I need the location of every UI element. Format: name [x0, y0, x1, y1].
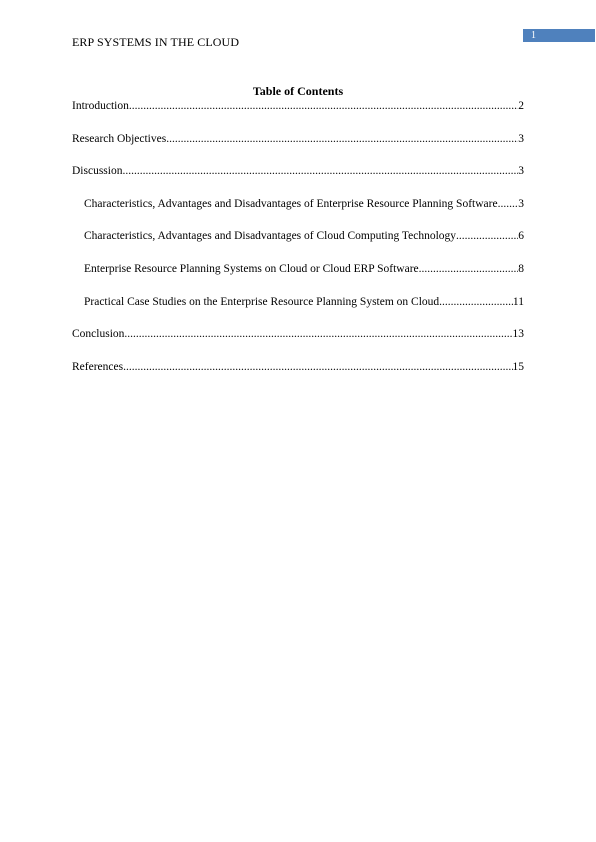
- toc-entry-page: 3: [518, 197, 524, 210]
- toc-entry-case-studies[interactable]: [72, 295, 524, 309]
- table-of-contents: [72, 99, 524, 392]
- toc-dot-leader: [124, 327, 512, 341]
- toc-dot-leader: [123, 360, 512, 374]
- toc-dot-leader: [419, 262, 519, 276]
- toc-dot-leader: [456, 229, 518, 243]
- page-number-badge: [523, 29, 595, 42]
- toc-entry-text: References: [72, 360, 124, 373]
- toc-dot-leader: [166, 132, 518, 146]
- toc-entry-research-objectives[interactable]: [72, 132, 524, 146]
- toc-entry-page: 3: [518, 132, 524, 145]
- toc-entry-page: 3: [518, 165, 524, 178]
- toc-entry-page: 11: [512, 295, 524, 308]
- toc-entry-text: Enterprise Resource Planning Systems on Cloud or Cloud ERP Software: [84, 262, 419, 275]
- page-number: 1: [531, 30, 536, 41]
- toc-title: Table of Contents: [252, 84, 344, 98]
- toc-entry-cloud-erp[interactable]: [72, 262, 524, 276]
- toc-entry-cloud-characteristics[interactable]: [72, 229, 524, 243]
- toc-entry-page: 13: [512, 328, 524, 341]
- toc-entry-text: Research Objectives: [72, 132, 167, 145]
- toc-entry-text: Characteristics, Advantages and Disadvantages of Enterprise Resource Planning Software: [84, 197, 498, 210]
- toc-entry-page: 15: [512, 360, 524, 373]
- toc-entry-text: Introduction: [72, 100, 129, 112]
- toc-dot-leader: [498, 197, 519, 211]
- running-head: ERP SYSTEMS IN THE CLOUD: [72, 35, 240, 49]
- toc-entry-introduction[interactable]: [72, 99, 524, 113]
- toc-dot-leader: [122, 164, 518, 178]
- toc-entry-text: Discussion: [72, 165, 123, 178]
- toc-entry-text: Characteristics, Advantages and Disadvantages of Cloud Computing Technology: [84, 230, 457, 243]
- toc-entry-text: Practical Case Studies on the Enterprise Resource Planning System on Cloud: [84, 295, 440, 308]
- toc-entry-page: 2: [518, 100, 524, 112]
- toc-dot-leader: [439, 295, 513, 309]
- toc-entry-conclusion[interactable]: [72, 327, 524, 341]
- toc-entry-page: 8: [518, 262, 524, 275]
- toc-dot-leader: [129, 99, 518, 113]
- toc-entry-page: 6: [518, 230, 524, 243]
- toc-entry-text: Conclusion: [72, 328, 125, 341]
- toc-entry-discussion[interactable]: [72, 164, 524, 178]
- toc-entry-references[interactable]: [72, 360, 524, 374]
- toc-entry-erp-characteristics[interactable]: [72, 197, 524, 211]
